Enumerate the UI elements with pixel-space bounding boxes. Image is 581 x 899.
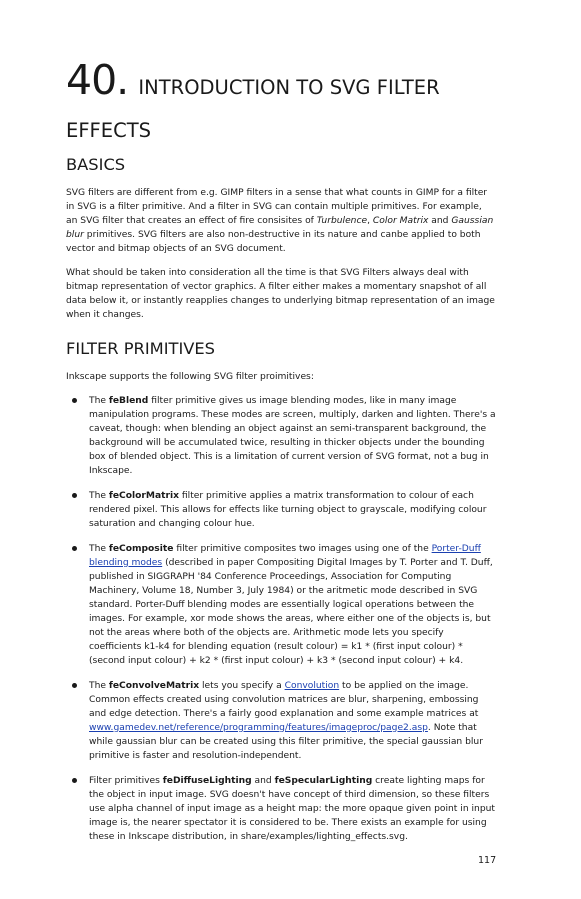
text-run: The — [89, 395, 109, 406]
term-feblend: feBlend — [108, 395, 149, 406]
text-run: filter primitive composites two images using one of the — [173, 543, 432, 554]
list-item-feconvolvematrix — [66, 679, 496, 763]
text-run: filter primitive applies a matrix transformation to colour of each rendered pixel. This allows for effects like turning object to grayscale, modifying colour saturation and changing colour hue. — [89, 490, 487, 529]
page-content — [66, 54, 496, 855]
text-run: . Note that while gaussian blur can be created using this filter primitive, the special gaussian blur primitive is faster and resolution-independent. — [89, 722, 483, 761]
page-number: 117 — [478, 855, 497, 866]
bullet-icon — [72, 398, 77, 403]
text-run: , — [367, 215, 373, 226]
text-run: lets you specify a — [199, 680, 285, 691]
list-item-fecolormatrix — [66, 489, 496, 531]
text-run: The — [89, 543, 109, 554]
chapter-heading — [66, 54, 496, 147]
term-fespecularlighting: feSpecularLighting — [274, 775, 373, 786]
text-run: and — [251, 775, 275, 786]
text-run: The — [89, 680, 109, 691]
emphasis-color-matrix: Color Matrix — [372, 215, 429, 226]
primitives-list — [66, 394, 496, 844]
section-heading-filter-primitives: FILTER PRIMITIVES — [66, 338, 216, 358]
chapter-number: 40. — [66, 56, 129, 104]
text-run: to be applied on the image. Common effects created using convolution matrices are blur, sharpening, embossing and edge detection. There's a fairly good explanation and some example matrices at — [89, 680, 479, 719]
term-fecolormatrix: feColorMatrix — [108, 490, 180, 501]
bullet-icon — [72, 778, 77, 783]
term-fecomposite: feComposite — [108, 543, 174, 554]
list-item-fecomposite — [66, 542, 496, 668]
bullet-icon — [72, 493, 77, 498]
term-feconvolvematrix: feConvolveMatrix — [108, 680, 200, 691]
bullet-icon — [72, 546, 77, 551]
list-item-lighting — [66, 774, 496, 844]
section-heading-basics: BASICS — [66, 155, 126, 175]
primitives-intro: Inkscape supports the following SVG filter proimitives: — [66, 371, 314, 382]
text-run: The — [89, 490, 109, 501]
link-porter-duff[interactable]: Porter-Duff blending modes — [89, 543, 481, 568]
term-fediffuselighting: feDiffuseLighting — [162, 775, 252, 786]
basics-paragraph-1 — [66, 186, 496, 256]
list-item-feblend — [66, 394, 496, 478]
chapter-title: INTRODUCTION TO SVG FILTER EFFECTS — [66, 76, 440, 143]
link-gamedev[interactable]: www.gamedev.net/reference/programming/features/imageproc/page2.asp — [89, 722, 428, 733]
text-run: filter primitive gives us image blending modes, like in many image manipulation programs. These modes are screen, multiply, darken and lighten. There's a caveat, though: when blending an object against an semi-transparent background, the background will be accumulated twice, resulting in thicker objects under the bounding box of blended object. This is a limitation of current version of SVG format, not a bug in Inkscape. — [89, 395, 496, 476]
text-run: and — [428, 215, 452, 226]
text-run: (described in paper Compositing Digital Images by T. Porter and T. Duff, published in SIGGRAPH '84 Conference Proceedings, Association for Computing Machinery, Volume 18, Number 3, July 1984) or the aritmetic mode described in SVG standard. Porter-Duff blending modes are essentially logical operations between the images. For example, xor mode shows the areas, where either one of the objects is, but not the areas where both of the objects are. Arithmetic mode lets you specify coefficients k1-k4 for blending equation (result colour) = k1 * (first input colour) * (second input colour) + k2 * (first input colour) + k3 * (second input colour) + k4. — [89, 557, 493, 666]
text-run: Filter primitives — [89, 775, 163, 786]
emphasis-gaussian-blur: Gaussian blur — [66, 215, 494, 240]
text-run: SVG filters are different from e.g. GIMP filters in a sense that what counts in GIMP for a filter in SVG is a filter primitive. And a filter in SVG can contain multiple primitives. For example, an SVG filter that creates an effect of fire consisites of — [66, 187, 488, 226]
emphasis-turbulence: Turbulence — [316, 215, 368, 226]
bullet-icon — [72, 683, 77, 688]
link-convolution[interactable]: Convolution — [284, 680, 340, 691]
text-run: primitives. SVG filters are also non-destructive in its nature and canbe applied to both vector and bitmap objects of an SVG document. — [66, 229, 481, 254]
text-run: create lighting maps for the object in input image. SVG doesn't have concept of third dimension, so these filters use alpha channel of input image as a height map: the more opaque given point in input image is, the nearer spectator it is considered to be. There exists an example for using these in Inkscape distribution, in share/examples/lighting_effects.svg. — [89, 775, 495, 842]
basics-paragraph-2: What should be taken into consideration all the time is that SVG Filters always deal with bitmap representation of vector graphics. A filter either makes a momentary snapshot of all data below it, or instantly reapplies changes to underlying bitmap representation of an image when it changes. — [66, 267, 495, 320]
